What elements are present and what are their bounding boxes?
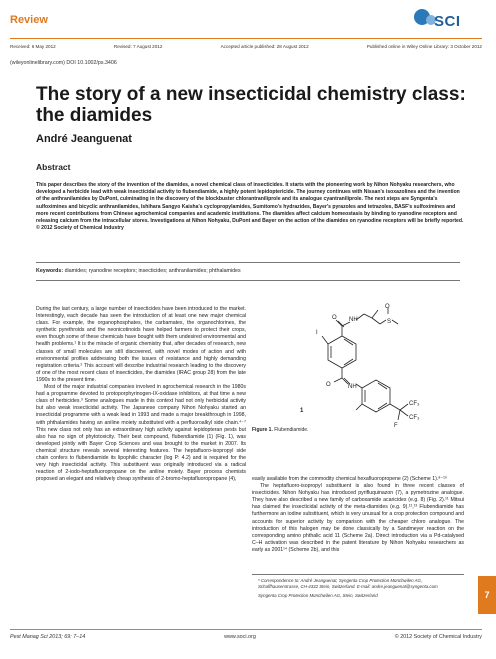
revised-date: Revised: 7 August 2012: [113, 44, 163, 49]
body-column-right: [252, 476, 464, 554]
figure-caption-text: Flubendiamide.: [274, 427, 309, 433]
header-rule: [10, 38, 482, 39]
page-number-tab: 7: [478, 576, 496, 614]
atom-label-fluorine: F: [394, 423, 398, 429]
publication-dates: [10, 44, 482, 49]
published-date: Published online in Wiley Online Library: 3 October 2012: [366, 44, 482, 49]
abstract-copyright: © 2012 Society of Chemical Industry: [36, 225, 124, 232]
body-paragraph: The heptafluoro-isopropyl substituent is also found in three recent classes of insecticides. Nihon Nohyaku has introduced pyrifluquinazon (7), a pymetrozine analogue. They have also described a new family of carboxamide acaricides (e.g. 8) (Fig. 2).¹¹ Mitsui has claimed the insecticidal activity of the meta-diamides (e.g. 9).¹²,¹³ Flubendiamide has furthermore an iodine substituent, which is very unusual for a crop protection compound and accounts for superior activity by comparison with the cheaper chloro analogue. The introduction of this halogen may be done classically by a Sandmeyer reaction on the corresponding amino phthalic acid 11 (Scheme 2a). Direct introduction via a Pd-catalysed C–H activation was described in the patent literature by Nihon Nohyaku researchers as early as 2001¹⁴ (Scheme 2b), and this: [252, 483, 464, 553]
atom-label-sulfur: S: [387, 319, 392, 325]
atom-label-oxygen: O: [385, 304, 390, 310]
footnote-affiliation: Syngenta Crop Protection Münchwilen AG, Stein, Switzerland: [258, 593, 378, 598]
body-column-left: [36, 306, 246, 483]
atom-label-oxygen: O: [332, 315, 337, 321]
compound-number: 1: [300, 408, 304, 414]
article-title: [36, 84, 476, 126]
logo-text: SCI: [434, 13, 461, 30]
received-date: Received: 6 May 2012: [10, 44, 56, 49]
abstract-heading: Abstract: [36, 162, 71, 172]
keywords-rule-bottom: [36, 280, 460, 281]
author-name: André Jeanguenat: [36, 133, 132, 145]
atom-label-oxygen: O: [326, 382, 331, 388]
atom-label-cf3: CF₃: [409, 401, 420, 407]
body-paragraph: During the last century, a large number of insecticides have been introduced to the market. Interestingly, each decade has seen the introduction of at least one new major chemical class. For example, the organophosphates, the carbamates, the organochlorines, the synthetic pyrethroids and the neonicotinoids have helped farmers to protect their crops, even though some of these chemicals have bought with them undesired environmental and health problems.¹ It is the miracle of organic chemistry that, after decades of research, new classes of small molecules are still discovered, with novel modes of action and with environmental profiles addressing both the issues of resistance and highly demanding registration criteria.² This account will describe industrial research leading to the discovery of one of the most recent class of insecticides, the diamides (IRAC group 28) from the late 1990s to the present time.: [36, 306, 246, 383]
body-paragraph: easily available from the commodity chemical hexafluoropropene (2) (Scheme 1).⁸⁻¹⁰: [252, 476, 447, 482]
sci-logo: [412, 9, 482, 35]
keywords-list: diamides; ryanodine receptors; insecticides; anthranilamides; phthalamides: [64, 268, 241, 274]
atom-label-nh: NH: [349, 317, 358, 323]
correspondence-footnote: [258, 578, 464, 599]
footer-copyright: © 2012 Society of Chemical Industry: [394, 634, 482, 640]
figure-caption: [252, 427, 308, 433]
footer-rule: [10, 629, 482, 630]
figure-caption-label: Figure 1.: [252, 427, 273, 433]
footnote-correspondence: * Correspondence to: André Jeanguenat, Syngenta Crop Protection Münchwilen AG, Schaffhauserstrasse, CH-4332 Stein, Switzerland. E-mail: andre.jeanguenat@syngenta.com: [258, 578, 438, 589]
accepted-date: Accepted article published: 28 August 2012: [220, 44, 309, 49]
title-line-1: The story of a new insecticidal chemistry class:: [36, 84, 466, 105]
abstract-text: [36, 182, 464, 232]
title-line-2: the diamides: [36, 105, 153, 126]
section-kicker: Review: [10, 14, 48, 26]
atom-label-cf3: CF₃: [409, 415, 420, 421]
footnote-rule: [252, 574, 464, 575]
atom-label-nh: NH: [348, 384, 357, 390]
keywords-line: [36, 268, 241, 274]
journal-citation: Pest Manag Sci 2013; 69: 7–14: [10, 634, 86, 640]
abstract-paragraph: This paper describes the story of the invention of the diamides, a novel chemical class of insecticides. It starts with the pioneering work by Nihon Nohyaku researchers, who developed a herbicide lead with weak insecticidal activity to flubendiamide, a highly potent lepidoptericide. The journey continues with Nissan's isoxazolines and the invention of the anthranilamides by DuPont, culminating in the discovery of the blockbuster chlorantraniliprole and its analogue cyantraniliprole. The next steps are Syngenta's sulfoximines and bicyclic anthranilamides, Ishihara Sangyo Kaisha's cyclopropylamides, Sumitomo's hydrazides, Bayer's pyrazoles and tetrazoles, BASF's sulfoximines and more recent contributions from Chinese agrochemical companies and academic institutions. The diamides affect calcium homeostasis by binding to ryanodine receptors and releasing calcium from the intracellular stores. Investigations at Nihon Nohyaku, DuPont and Bayer on the action of the diamides on ryanodine receptors will be briefly reported.: [36, 182, 464, 225]
figure-1-structure: [252, 300, 464, 430]
atom-label-iodine: I: [316, 330, 318, 336]
body-paragraph: Most of the major industrial companies involved in agrochemical research in the 1980s had a programme devoted to protoporphyrinogen-IX-oxidase inhibitors, at that time a new class of herbicides.³ Some analogues made in this context had not only herbicidal activity but also weak insecticidal activity. The Japanese company Nihon Nohyaku started an insecticidal programme with a weak lead in 1993 and made a major breakthrough in 1998, with phthalamides having an aniline moiety substituted with a perfluoroalkyl side chain.⁴⁻⁷ This new class not only has an extraordinary high activity against lepidopteran pests but also has no sign of phytotoxicity. Their best compound, flubendiamide (1) (Fig. 1), was developed jointly with Bayer Crop Sciences and was brought to the market in 2007. Its chemical structure reveals several interesting features. The heptafluoro-isopropyl side chain confers to flubendiamide its lipophilic character (log P: 4.2) and is required for the very high insecticidal activity. This substituent was originally introduced via a radical reaction of 2-iodo-heptafluoropropane on the aniline moiety. Bayer process chemists proposed an elegant and relatively cheap synthesis of 2-bromo-heptafluoropropane (4),: [36, 384, 246, 483]
doi-line[interactable]: (wileyonlinelibrary.com) DOI 10.1002/ps.3406: [10, 60, 117, 66]
website-link[interactable]: www.soci.org: [224, 634, 256, 640]
keywords-rule-top: [36, 262, 460, 263]
page-footer: [10, 634, 482, 640]
keywords-label: Keywords:: [36, 268, 64, 274]
